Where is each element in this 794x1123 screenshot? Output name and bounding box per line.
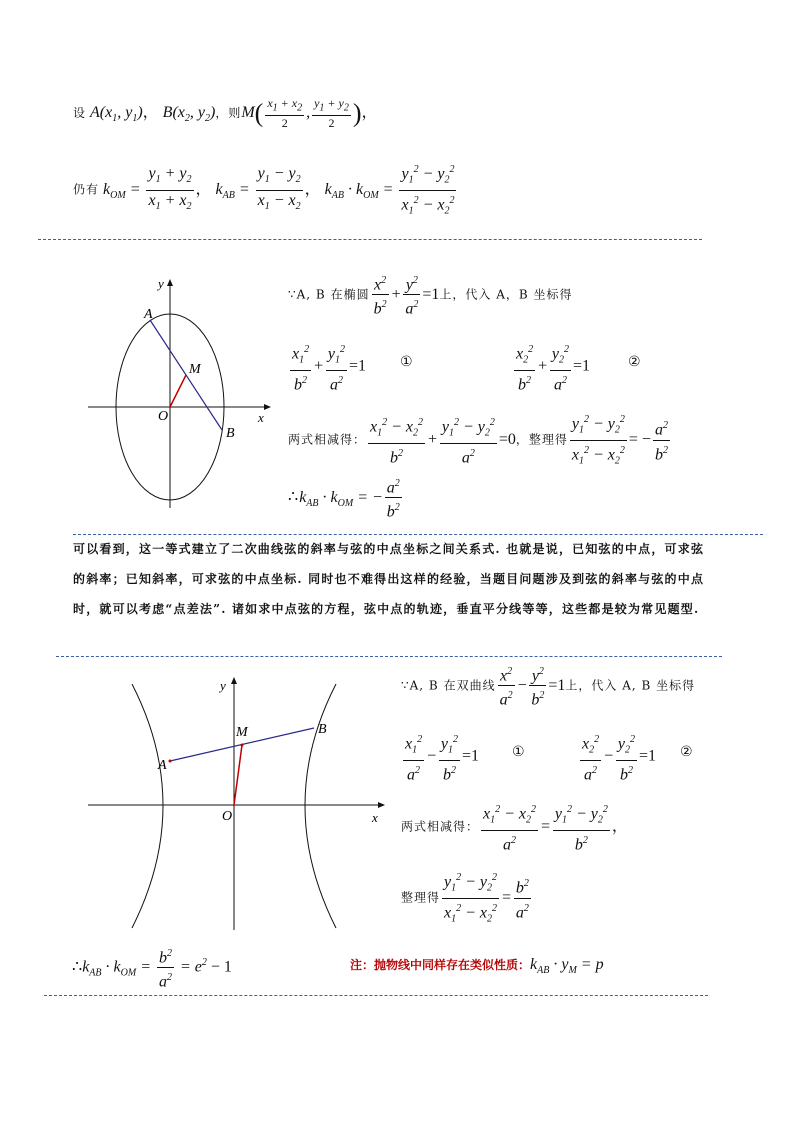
hyperbola-intro-suffix: 上，代入 A, B 坐标得 <box>565 678 696 693</box>
ellipse-intro <box>288 271 573 319</box>
label-origin: O <box>222 809 233 824</box>
hyperbola-tidy-line <box>401 868 533 928</box>
ellipse-eq-1: $\frac{x_1^2}{b^2}$ + $\frac{y_1^2}{a^2}$ =1 <box>288 340 366 394</box>
ellipse-conclusion-expr: $k_{AB} \cdot k_{OM}$ = − $\frac{a^2}{b^2}$ <box>299 489 404 506</box>
hyperbola-eq-2: $\frac{x_2^2}{a^2}$ − $\frac{y_2^2}{b^2}$ =1 <box>578 730 656 784</box>
parabola-note-text: 注：抛物线中同样存在类似性质： <box>350 958 531 972</box>
ellipse-equation: $\frac{x^2}{b^2}$ + $\frac{y^2}{a^2}$ =1 <box>370 286 440 303</box>
divider-4 <box>44 995 708 996</box>
parabola-note <box>350 954 604 976</box>
hyperbola-subtract-expr: $\frac{x_1^2 - x_2^2}{a^2}$ = $\frac{y_1^2 - y_2^2}{b^2}$ ， <box>479 818 628 835</box>
label-y: y <box>158 276 164 291</box>
label-m: M <box>189 362 201 377</box>
hyperbola-subtract-label: 两式相减得： <box>401 819 480 834</box>
ellipse-eq-mark-1: ① <box>400 354 413 370</box>
ellipse-therefore: ∴ <box>288 486 300 506</box>
ellipse-subtract-label: 两式相减得： <box>288 432 367 447</box>
hyperbola-tidy-expr: $\frac{y_1^2 - y_2^2}{x_1^2 - x_2^2}$ = $\frac{b^2}{a^2}$ <box>440 889 533 906</box>
midpoint-expr: M( $\frac{x_1 + x_2}{2}$ , $\frac{y_1 + y_2}{2}$ )， <box>241 96 378 131</box>
hyperbola-subtract-line <box>401 800 628 854</box>
hyperbola-left-branch <box>132 684 163 928</box>
also-prefix: 仍有 <box>73 182 100 197</box>
ellipse-intro-prefix: ∵A, B 在椭圆 <box>288 287 370 302</box>
label-x: x <box>372 810 378 825</box>
ellipse-intro-suffix: 上，代入 A，B 坐标得 <box>439 287 573 302</box>
ellipse-subtract-expr: $\frac{x_1^2 - x_2^2}{b^2}$ + $\frac{y_1^2 - y_2^2}{a^2}$ =0 <box>366 431 516 448</box>
hyperbola-conclusion: $\therefore k_{AB} \cdot k_{OM}$ = $\frac{b^2}{a^2}$ = $e^2 - 1$ <box>72 944 232 992</box>
hyperbola-right-branch <box>305 684 336 928</box>
set-prefix: 设 <box>73 105 87 120</box>
ellipse-tidy-expr: $\frac{y_1^2 - y_2^2}{x_1^2 - x_2^2}$ = − $\frac{a^2}{b^2}$ <box>568 431 672 448</box>
label-a: A <box>158 758 167 773</box>
slope-relations-line <box>73 160 458 220</box>
ellipse-eq-mark-2: ② <box>628 354 641 370</box>
ellipse-subtract-line <box>288 410 672 470</box>
then-word: ，则 <box>215 105 242 120</box>
hyperbola-intro <box>401 662 695 710</box>
hyperbola-intro-prefix: ∵A, B 在双曲线 <box>401 678 496 693</box>
ellipse-eq-2: $\frac{x_2^2}{b^2}$ + $\frac{y_2^2}{a^2}$ =1 <box>512 340 590 394</box>
divider-1 <box>38 239 702 240</box>
point-a-expr: $A(x_1$, $y_1$)， $B(x_2$, $y_2$) <box>86 103 216 125</box>
label-y: y <box>220 678 226 693</box>
parabola-note-formula: $k_{AB} \cdot y_M = p$ <box>530 956 604 977</box>
label-b: B <box>318 722 327 737</box>
segment-om <box>170 375 186 407</box>
explanation-paragraph: 可以看到，这一等式建立了二次曲线弦的斜率与弦的中点坐标之间关系式. 也就是说，已知弦的中点，可求弦的斜率；已知斜率，可求弦的中点坐标. 同时也不难得出这样的经验，当题目问题涉及到弦的斜率与弦的中点时，就可以考虑“点差法”. 诸如求中点弦的方程，弦中点的轨迹，垂直平分线等等，这些都是较为常见题型. <box>73 542 705 616</box>
set-points-line <box>73 96 378 130</box>
slope-formulas: $k_{OM}$ = $\frac{y_1 + y_2}{x_1 + x_2}$ ， $k_{AB}$ = $\frac{y_1 - y_2}{x_1 - x_2}$ ， $k_{AB} \cdot k_{OM}$ = $\frac{y_1^2 - y_2^2}{x_1^2 - x_2^2}$ <box>99 181 458 198</box>
hyperbola-equation: $\frac{x^2}{a^2}$ − $\frac{y^2}{b^2}$ =1 <box>496 677 566 694</box>
label-a: A <box>144 307 153 322</box>
label-b: B <box>226 426 235 441</box>
segment-om <box>234 745 242 805</box>
ellipse-conclusion <box>288 474 404 522</box>
hyperbola-eq-mark-1: ① <box>512 744 525 760</box>
ellipse-figure <box>80 270 280 510</box>
hyperbola-figure <box>86 672 390 934</box>
ellipse-tidy-label: ，整理得 <box>515 432 568 447</box>
label-m: M <box>236 725 248 740</box>
divider-3 <box>56 656 722 657</box>
hyperbola-eq-1: $\frac{x_1^2}{a^2}$ − $\frac{y_1^2}{b^2}$ =1 <box>401 730 479 784</box>
label-origin: O <box>158 409 169 424</box>
hyperbola-tidy-label: 整理得 <box>401 890 441 905</box>
label-x: x <box>258 410 264 425</box>
hyperbola-eq-mark-2: ② <box>680 744 693 760</box>
